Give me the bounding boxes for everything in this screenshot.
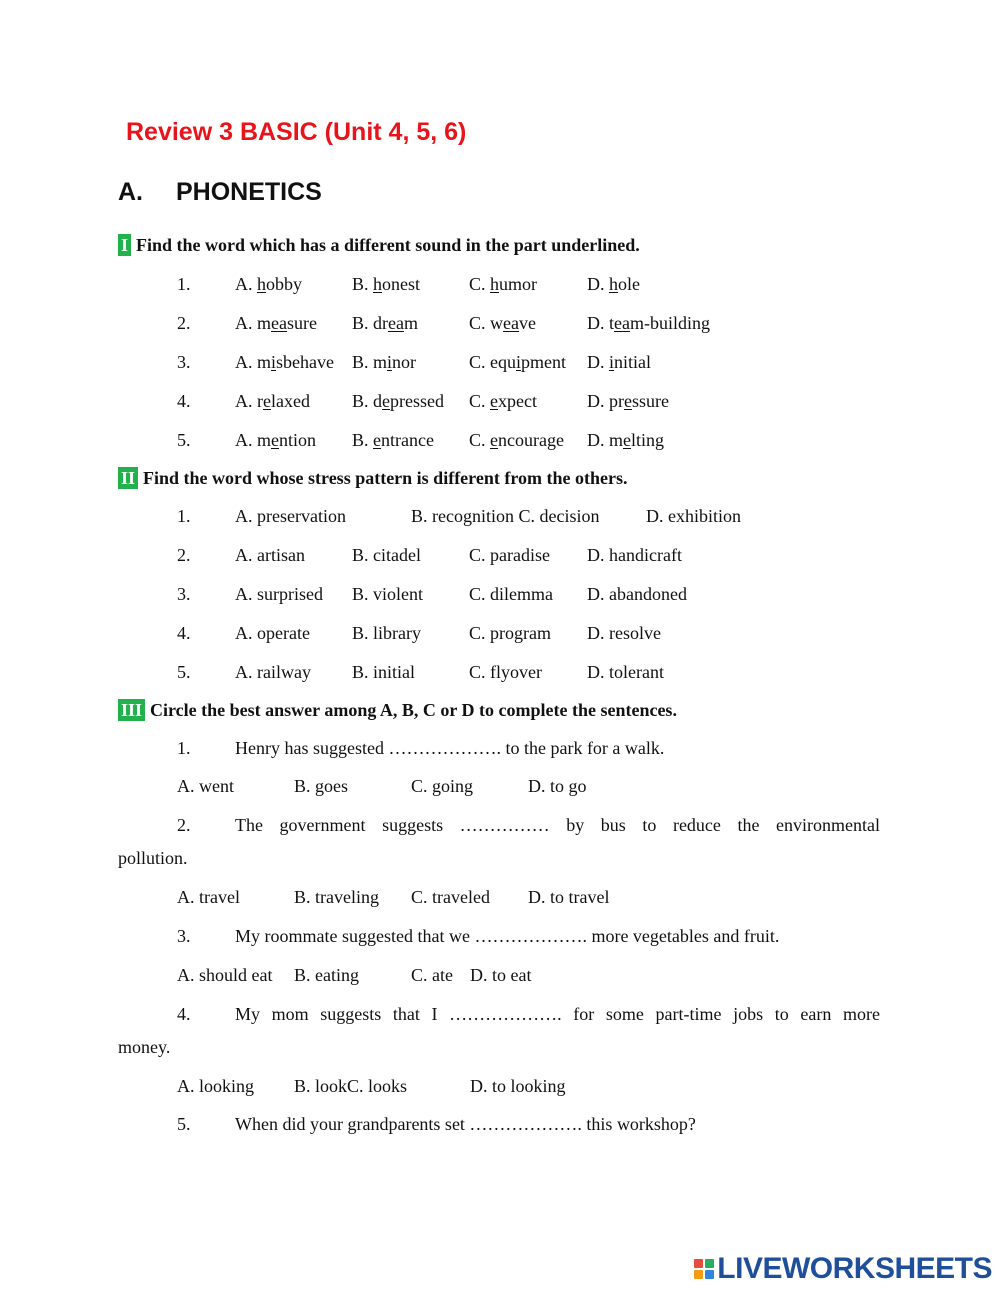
section-heading (118, 178, 322, 207)
option-b[interactable]: B. lookC. looks (294, 1076, 408, 1096)
option-b[interactable] (352, 313, 418, 334)
question-text: My mom suggests that I ………………. for some part-time jobs to earn more (235, 1004, 880, 1024)
option-a[interactable] (235, 274, 302, 295)
word-part: ntion (279, 430, 317, 450)
underlined-part: e (382, 391, 391, 411)
underlined-part: i (387, 352, 393, 372)
option-b[interactable]: B. initial (352, 662, 415, 682)
option-b[interactable] (352, 391, 444, 412)
word-part: ve (519, 313, 536, 333)
liveworksheets-logo (694, 1252, 992, 1286)
option-b[interactable]: B. traveling (294, 887, 379, 907)
word-part: lting (631, 430, 665, 450)
word-part: B. d (352, 391, 383, 411)
option-a[interactable]: A. railway (235, 662, 311, 682)
option-d[interactable]: D. tolerant (587, 662, 664, 682)
word-part: B. m (352, 352, 388, 372)
word-part: obby (266, 274, 302, 294)
option-d[interactable]: D. exhibition (646, 506, 741, 526)
question-text: When did your grandparents set ………………. this workshop? (235, 1114, 696, 1134)
underlined-part: ea (503, 313, 519, 333)
item-number: 1. (177, 274, 191, 294)
word-part: C. w (469, 313, 504, 333)
word-part: A. m (235, 430, 271, 450)
item-number: 5. (177, 430, 191, 450)
underlined-part: i (609, 352, 615, 372)
option-c[interactable]: C. paradise (469, 545, 550, 565)
underlined-part: h (257, 274, 266, 294)
option-c[interactable] (469, 274, 537, 295)
word-part: B. dr (352, 313, 388, 333)
underlined-part: e (490, 391, 499, 411)
word-part: pressed (390, 391, 444, 411)
part-1-header (118, 234, 640, 256)
word-part: umor (499, 274, 538, 294)
option-b[interactable] (352, 352, 416, 373)
underlined-part: h (490, 274, 500, 294)
option-a[interactable] (235, 313, 317, 334)
logo-tile (705, 1270, 714, 1279)
question-5 (177, 1114, 696, 1135)
underlined-part: i (516, 352, 522, 372)
roman-numeral-badge: II (118, 467, 138, 489)
item-number: 4. (177, 623, 191, 643)
option-d[interactable]: D. to eat (470, 965, 532, 985)
option-a[interactable]: A. should eat (177, 965, 273, 985)
question-text-continued: money. (118, 1037, 171, 1057)
word-part: C. (469, 391, 491, 411)
option-a[interactable]: A. operate (235, 623, 310, 643)
underlined-part: e (623, 430, 631, 450)
logo-mark-icon (694, 1259, 714, 1279)
item-number: 3. (177, 352, 191, 372)
underlined-part: ea (388, 313, 404, 333)
option-a[interactable]: A. looking (177, 1076, 255, 1096)
option-c[interactable]: C. traveled (411, 887, 490, 907)
worksheet-title: Review 3 BASIC (Unit 4, 5, 6) (126, 118, 467, 146)
question-text-continued: pollution. (118, 848, 188, 868)
option-a[interactable] (235, 352, 334, 373)
word-part: xpect (498, 391, 537, 411)
item-number: 4. (177, 391, 191, 411)
underlined-part: i (271, 352, 277, 372)
option-c[interactable]: C. dilemma (469, 584, 553, 604)
word-part: sbehave (276, 352, 334, 372)
underlined-part: h (609, 274, 618, 294)
underlined-part: e (624, 391, 632, 411)
item-number: 1. (177, 506, 191, 526)
option-d[interactable]: D. to looking (470, 1076, 566, 1096)
question-1 (177, 738, 664, 759)
option-d[interactable] (587, 352, 651, 373)
part-1-instruction: Find the word which has a different sound in the part underlined. (136, 235, 640, 255)
logo-tile (694, 1259, 703, 1268)
question-2 (177, 815, 880, 836)
option-d[interactable]: D. resolve (587, 623, 661, 643)
underlined-part: h (373, 274, 383, 294)
part-2-instruction: Find the word whose stress pattern is different from the others. (143, 468, 628, 488)
word-part: A. (235, 274, 257, 294)
option-d[interactable] (587, 274, 640, 295)
part-3-instruction: Circle the best answer among A, B, C or D to complete the sentences. (150, 700, 677, 720)
option-b[interactable]: B. library (352, 623, 421, 643)
option-a[interactable]: A. surprised (235, 584, 323, 604)
question-text: My roommate suggested that we ………………. more vegetables and fruit. (235, 926, 780, 946)
option-b[interactable]: B. violent (352, 584, 423, 604)
option-b[interactable]: B. eating (294, 965, 359, 985)
roman-numeral-badge: III (118, 699, 145, 721)
word-part: C. (469, 430, 491, 450)
underlined-part: e (271, 430, 279, 450)
word-part: ntrance (381, 430, 434, 450)
question-number: 1. (177, 738, 191, 758)
option-d[interactable]: D. to travel (528, 887, 610, 907)
word-part: ole (618, 274, 640, 294)
option-b[interactable]: B. goes (294, 776, 348, 796)
word-part: D. (587, 274, 609, 294)
option-a[interactable] (235, 391, 310, 412)
item-number: 3. (177, 584, 191, 604)
part-3-header (118, 699, 677, 721)
word-part: laxed (271, 391, 310, 411)
word-part: ssure (632, 391, 669, 411)
option-b[interactable]: B. recognition C. decision (411, 506, 600, 526)
logo-text: LIVEWORKSHEETS (717, 1252, 992, 1285)
word-part: D. m (587, 430, 623, 450)
question-number: 3. (177, 926, 191, 946)
question-number: 5. (177, 1114, 191, 1134)
part-2-header (118, 467, 627, 489)
section-name: PHONETICS (176, 178, 322, 206)
word-part: D. pr (587, 391, 624, 411)
word-part: nor (392, 352, 417, 372)
option-a[interactable]: A. travel (177, 887, 240, 907)
word-part: m-building (629, 313, 710, 333)
word-part: m (403, 313, 418, 333)
word-part: B. (352, 430, 374, 450)
word-part: D. (587, 352, 609, 372)
underlined-part: e (263, 391, 271, 411)
option-d[interactable]: D. abandoned (587, 584, 687, 604)
item-number: 2. (177, 313, 191, 333)
option-c[interactable] (469, 391, 537, 412)
item-number: 5. (177, 662, 191, 682)
question-number: 2. (177, 815, 191, 835)
word-part: sure (286, 313, 317, 333)
word-part: B. (352, 274, 374, 294)
question-number: 4. (177, 1004, 191, 1024)
option-d[interactable] (587, 430, 664, 451)
word-part: A. r (235, 391, 263, 411)
word-part: nitial (614, 352, 652, 372)
word-part: A. m (235, 313, 271, 333)
option-a[interactable]: A. artisan (235, 545, 305, 565)
logo-tile (694, 1270, 703, 1279)
option-a[interactable]: A. went (177, 776, 234, 796)
question-4 (177, 1004, 880, 1025)
option-b[interactable] (352, 430, 434, 451)
question-text: Henry has suggested ………………. to the park for a walk. (235, 738, 665, 758)
word-part: onest (382, 274, 421, 294)
option-c[interactable] (469, 313, 536, 334)
word-part: ncourage (498, 430, 564, 450)
option-d[interactable] (587, 391, 669, 412)
option-b[interactable] (352, 274, 420, 295)
logo-tile (705, 1259, 714, 1268)
option-d[interactable] (587, 313, 710, 334)
word-part: C. (469, 274, 491, 294)
option-c[interactable] (469, 352, 566, 373)
item-number: 2. (177, 545, 191, 565)
option-a[interactable]: A. preservation (235, 506, 346, 526)
section-letter: A. (118, 178, 143, 206)
option-c[interactable]: C. ate (411, 965, 453, 985)
option-c[interactable]: C. flyover (469, 662, 542, 682)
underlined-part: ea (271, 313, 287, 333)
word-part: pment (521, 352, 567, 372)
option-d[interactable]: D. handicraft (587, 545, 682, 565)
underlined-part: ea (614, 313, 630, 333)
underlined-part: e (490, 430, 499, 450)
option-c[interactable]: C. program (469, 623, 551, 643)
underlined-part: e (373, 430, 382, 450)
option-a[interactable] (235, 430, 316, 451)
word-part: C. equ (469, 352, 516, 372)
option-c[interactable]: C. going (411, 776, 474, 796)
option-d[interactable]: D. to go (528, 776, 587, 796)
option-c[interactable] (469, 430, 564, 451)
word-part: D. t (587, 313, 614, 333)
question-3 (177, 926, 779, 947)
roman-numeral-badge: I (118, 234, 131, 256)
question-text: The government suggests …………… by bus to reduce the environmental (235, 815, 880, 835)
word-part: A. m (235, 352, 271, 372)
option-b[interactable]: B. citadel (352, 545, 421, 565)
